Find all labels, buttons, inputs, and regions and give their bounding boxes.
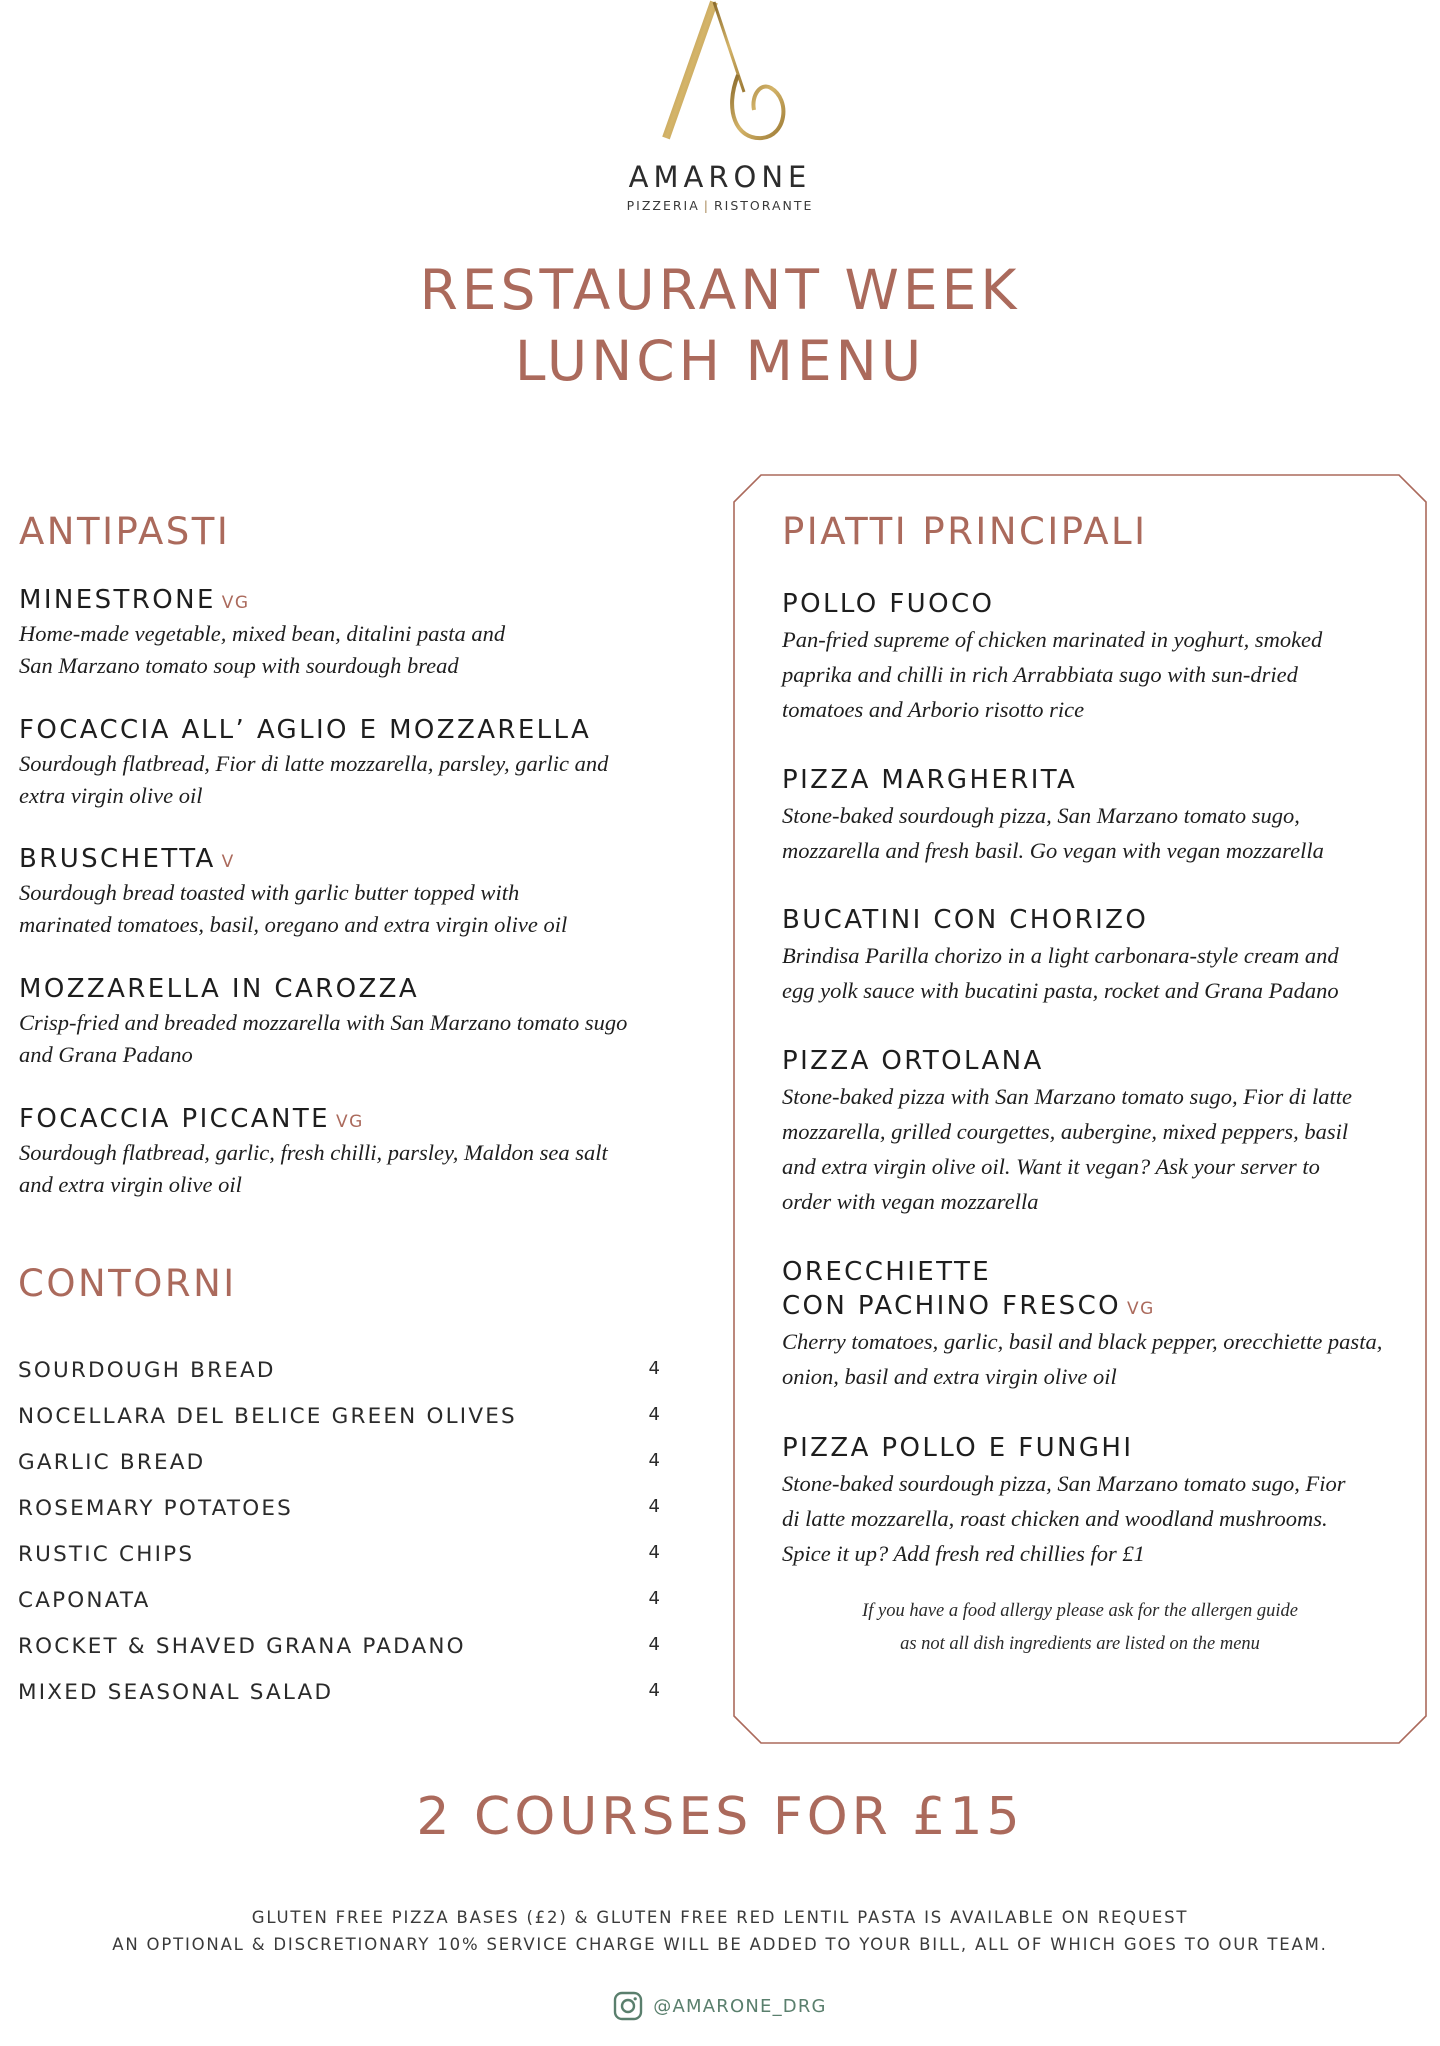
dish-pizza-ortolana xyxy=(782,1045,1352,1219)
dish-description: mozzarella, grilled courgettes, aubergine, mixed peppers, basil xyxy=(782,1118,1349,1144)
side-item xyxy=(18,1634,668,1659)
dish-description: mozzarella and fresh basil. Go vegan with vegan mozzarella xyxy=(782,837,1324,863)
side-price: 4 xyxy=(648,1358,660,1379)
dish-title: PIZZA MARGHERITA xyxy=(782,765,1078,795)
dish-description: Cherry tomatoes, garlic, basil and black pepper, orecchiette pasta, xyxy=(782,1328,1383,1354)
dish-name xyxy=(782,1432,1346,1466)
side-item xyxy=(18,1358,668,1383)
side-price: 4 xyxy=(648,1634,660,1655)
dish-description: Sourdough flatbread, Fior di latte mozzarella, parsley, garlic and xyxy=(19,750,609,776)
dish-title: PIZZA POLLO E FUNGHI xyxy=(782,1433,1134,1463)
brand-name: AMARONE xyxy=(628,160,812,194)
dish-minestrone xyxy=(19,584,505,682)
social-link[interactable] xyxy=(0,1991,1440,2021)
dish-name xyxy=(19,1103,608,1137)
dish-description: Home-made vegetable, mixed bean, ditalini pasta and xyxy=(19,620,506,646)
footer-service-note: AN OPTIONAL & DISCRETIONARY 10% SERVICE CHARGE WILL BE ADDED TO YOUR BILL, ALL OF WHICH GOES TO OUR TEAM. xyxy=(112,1935,1328,1954)
side-name: SOURDOUGH BREAD xyxy=(18,1358,276,1383)
side-name: NOCELLARA DEL BELICE GREEN OLIVES xyxy=(18,1404,517,1429)
brand-tagline xyxy=(0,198,1440,213)
dish-orecchiette xyxy=(782,1256,1382,1394)
dish-bruschetta xyxy=(19,843,567,941)
dish-title: BRUSCHETTA xyxy=(19,844,216,874)
diet-tag: VG xyxy=(1127,1298,1155,1319)
dish-title: BUCATINI CON CHORIZO xyxy=(782,905,1149,935)
dish-description: Crisp-fried and breaded mozzarella with San Marzano tomato sugo xyxy=(19,1009,628,1035)
dish-description: Sourdough flatbread, garlic, fresh chilli, parsley, Maldon sea salt xyxy=(19,1139,608,1165)
dish-pollo-fuoco xyxy=(782,588,1322,727)
side-price: 4 xyxy=(648,1680,660,1701)
dish-bucatini-chorizo xyxy=(782,904,1339,1008)
dish-description: di latte mozzarella, roast chicken and woodland mushrooms. xyxy=(782,1505,1328,1531)
dish-name xyxy=(19,584,505,618)
dish-name xyxy=(782,1256,1382,1290)
instagram-icon xyxy=(613,1991,643,2021)
dish-name-line2 xyxy=(782,1290,1382,1324)
allergy-line: as not all dish ingredients are listed on the menu xyxy=(900,1634,1260,1654)
dish-title: CON PACHINO FRESCO xyxy=(782,1290,1122,1321)
side-name: CAPONATA xyxy=(18,1588,151,1613)
dish-description: Sourdough bread toasted with garlic butter topped with xyxy=(19,879,520,905)
dish-name xyxy=(782,1045,1352,1079)
dish-title: POLLO FUOCO xyxy=(782,589,995,619)
side-name: ROCKET & SHAVED GRANA PADANO xyxy=(18,1634,466,1659)
dish-title: FOCACCIA ALL’ AGLIO E MOZZARELLA xyxy=(19,715,592,745)
dish-description: Stone-baked sourdough pizza, San Marzano tomato sugo, Fior xyxy=(782,1470,1346,1496)
side-price: 4 xyxy=(648,1450,660,1471)
dish-description: extra virgin olive oil xyxy=(19,782,203,808)
dish-title: FOCACCIA PICCANTE xyxy=(19,1104,330,1134)
dish-title: ORECCHIETTE xyxy=(782,1257,992,1287)
side-name: MIXED SEASONAL SALAD xyxy=(18,1680,334,1705)
tagline-left: PIZZERIA xyxy=(626,198,700,213)
dish-description: onion, basil and extra virgin olive oil xyxy=(782,1363,1117,1389)
footer-gluten-note: GLUTEN FREE PIZZA BASES (£2) & GLUTEN FREE RED LENTIL PASTA IS AVAILABLE ON REQUEST xyxy=(251,1908,1189,1927)
dish-name xyxy=(19,843,567,877)
side-price: 4 xyxy=(648,1542,660,1563)
side-name: RUSTIC CHIPS xyxy=(18,1542,195,1567)
dish-description: Spice it up? Add fresh red chillies for £1 xyxy=(782,1540,1145,1566)
dish-name xyxy=(19,714,608,748)
dish-description: and Grana Padano xyxy=(19,1041,193,1067)
side-item xyxy=(18,1542,668,1567)
side-item xyxy=(18,1680,668,1705)
tagline-right: RISTORANTE xyxy=(713,198,814,213)
dish-description: Pan-fried supreme of chicken marinated in yoghurt, smoked xyxy=(782,626,1323,652)
dish-name xyxy=(782,764,1324,798)
menu-title-line2: LUNCH MENU xyxy=(514,329,926,393)
side-item xyxy=(18,1496,668,1521)
social-handle[interactable]: @AMARONE_DRG xyxy=(653,1995,827,2017)
dish-title: PIZZA ORTOLANA xyxy=(782,1046,1044,1076)
contorni-heading: CONTORNI xyxy=(18,1262,237,1305)
dish-pizza-pollo-funghi xyxy=(782,1432,1346,1571)
dish-description: egg yolk sauce with bucatini pasta, rocket and Grana Padano xyxy=(782,977,1339,1003)
dish-focaccia-aglio xyxy=(19,714,608,812)
dish-mozzarella-carozza xyxy=(19,973,627,1071)
dish-name xyxy=(782,588,1322,622)
principali-heading: PIATTI PRINCIPALI xyxy=(782,510,1148,553)
dish-name xyxy=(782,904,1339,938)
tagline-separator: | xyxy=(703,198,710,213)
diet-tag: VG xyxy=(335,1112,364,1132)
menu-title-line1: RESTAURANT WEEK xyxy=(419,258,1021,322)
dish-description: marinated tomatoes, basil, oregano and extra virgin olive oil xyxy=(19,911,568,937)
dish-description: tomatoes and Arborio risotto rice xyxy=(782,696,1085,722)
offer-banner: 2 COURSES FOR £15 xyxy=(416,1787,1024,1847)
allergy-notice xyxy=(760,1595,1400,1661)
dish-focaccia-piccante xyxy=(19,1103,608,1201)
dish-description: Stone-baked pizza with San Marzano tomato sugo, Fior di latte xyxy=(782,1083,1352,1109)
dish-name xyxy=(19,973,627,1007)
dish-description: Brindisa Parilla chorizo in a light carbonara-style cream and xyxy=(782,942,1339,968)
side-name: GARLIC BREAD xyxy=(18,1450,206,1475)
antipasti-heading: ANTIPASTI xyxy=(19,510,231,553)
dish-description: and extra virgin olive oil. Want it vegan? Ask your server to xyxy=(782,1153,1320,1179)
side-price: 4 xyxy=(648,1404,660,1425)
side-price: 4 xyxy=(648,1588,660,1609)
diet-tag: V xyxy=(221,852,235,872)
side-item xyxy=(18,1404,668,1429)
diet-tag: VG xyxy=(221,593,250,613)
dish-description: Stone-baked sourdough pizza, San Marzano tomato sugo, xyxy=(782,802,1300,828)
allergy-line: If you have a food allergy please ask for the allergen guide xyxy=(862,1601,1298,1621)
dish-description: San Marzano tomato soup with sourdough bread xyxy=(19,652,459,678)
side-item xyxy=(18,1450,668,1475)
dish-pizza-margherita xyxy=(782,764,1324,868)
amarone-logo-icon xyxy=(626,0,806,150)
dish-description: paprika and chilli in rich Arrabbiata sugo with sun-dried xyxy=(782,661,1298,687)
dish-title: MOZZARELLA IN CAROZZA xyxy=(19,974,420,1004)
dish-title: MINESTRONE xyxy=(19,585,216,615)
dish-description: and extra virgin olive oil xyxy=(19,1171,242,1197)
side-item xyxy=(18,1588,668,1613)
dish-description: order with vegan mozzarella xyxy=(782,1188,1039,1214)
side-name: ROSEMARY POTATOES xyxy=(18,1496,293,1521)
side-price: 4 xyxy=(648,1496,660,1517)
